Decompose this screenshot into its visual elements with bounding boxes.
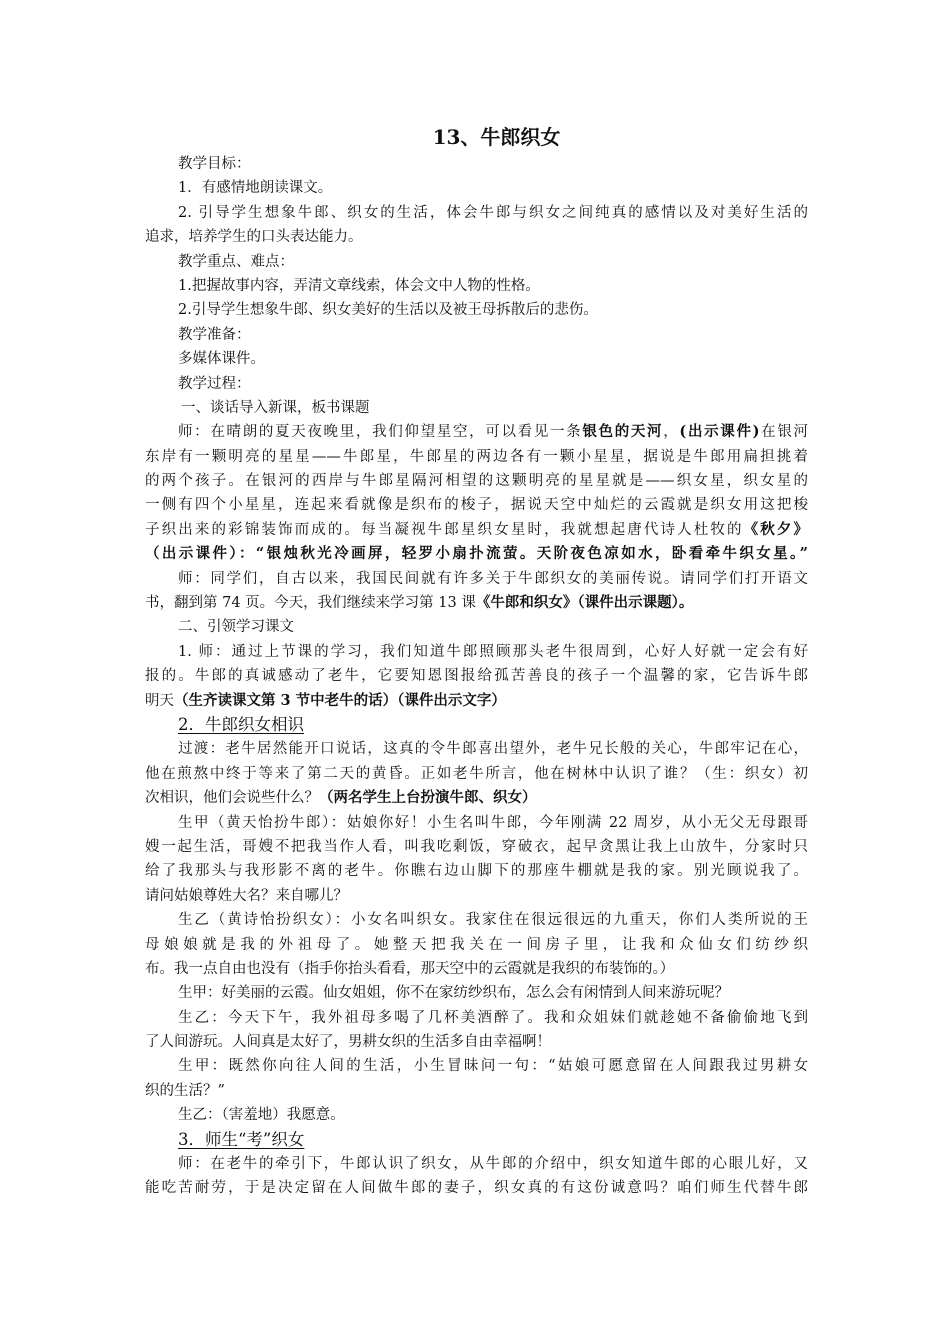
paragraph-9-line-1: 生甲：既然你向往人间的生活，小生冒昧问一句：“姑娘可愿意留在人间跟我过男耕女 xyxy=(178,1058,808,1075)
paragraph-3-line-1: 1. 师：通过上节课的学习，我们知道牛郎照顾那头老牛很周到，心好人好就一定会有好 xyxy=(178,643,808,660)
paragraph-8-line-1: 生乙：今天下午，我外祖母多喝了几杯美酒醉了。我和众姐妹们就趁她不备偷偷地飞到 xyxy=(178,1009,808,1026)
document-body xyxy=(145,122,808,1201)
process-heading: 教学过程： xyxy=(178,375,251,392)
objective-item-2-line-2: 追求，培养学生的口头表达能力。 xyxy=(145,229,363,246)
paragraph-1-line-5: 子织出来的彩锦装饰而成的。每当凝视牛郎星织女星时，我就想起唐代诗人杜牧的《秋夕》 xyxy=(145,520,808,538)
subsection-2-heading: 2．牛郎织女相识 xyxy=(178,714,304,734)
paragraph-5-line-4: 请问姑娘尊姓大名？来自哪儿？ xyxy=(145,887,348,904)
paragraph-9-line-2: 织的生活？” xyxy=(145,1082,225,1099)
paragraph-6-line-1: 生乙（黄诗怡扮织女）：小女名叫织女。我家住在很远很远的九重天，你们人类所说的王 xyxy=(178,912,808,929)
paragraph-10: 生乙：（害羞地）我愿意。 xyxy=(178,1107,345,1124)
objective-item-2-line-1: 2. 引导学生想象牛郎、织女的生活，体会牛郎与织女之间纯真的感情以及对美好生活的 xyxy=(178,204,808,221)
paragraph-3-line-2: 报的。牛郎的真诚感动了老牛，它要知恩图报给孤苦善良的孩子一个温馨的家，它告诉牛郎 xyxy=(145,668,808,685)
paragraph-6-line-3: 布。我一点自由也没有（指手你抬头看看，那天空中的云霞就是我织的布装饰的。） xyxy=(145,960,675,977)
paragraph-1-line-4: 一侧有四个小星星，连起来看就像是织布的梭子，据说天空中灿烂的云霞就是织女用这把梭 xyxy=(145,497,808,514)
paragraph-11-line-2: 能吃苦耐劳，于是决定留在人间做牛郎的妻子，织女真的有这份诚意吗？咱们师生代替牛郎 xyxy=(145,1180,808,1197)
keypoints-heading: 教学重点、难点： xyxy=(178,253,294,270)
preparation-heading: 教学准备： xyxy=(178,326,251,343)
objective-item-1: 1．有感情地朗读课文。 xyxy=(178,180,333,197)
keypoint-item-1: 1.把握故事内容，弄清文章线索，体会文中人物的性格。 xyxy=(178,277,540,294)
keypoint-item-2: 2.引导学生想象牛郎、织女美好的生活以及被王母拆散后的悲伤。 xyxy=(178,302,598,319)
paragraph-5-line-1: 生甲（黄天怡扮牛郎）：姑娘你好！小生名叫牛郎，今年刚满 22 周岁，从小无父无母跟哥 xyxy=(178,814,808,831)
preparation-item: 多媒体课件。 xyxy=(178,351,265,368)
paragraph-7: 生甲：好美丽的云霞。仙女姐姐，你不在家纺纱织布，怎么会有闲情到人间来游玩呢？ xyxy=(178,985,729,1002)
paragraph-4-line-2: 他在煎熬中终于等来了第二天的黄昏。正如老牛所言，他在树林中认识了谁？（生：织女）初 xyxy=(145,765,808,782)
paragraph-1-line-6: （出示课件）：“银烛秋光冷画屏，轻罗小扇扑流萤。天阶夜色凉如水，卧看牵牛织女星。” xyxy=(145,545,808,563)
paragraph-5-line-3: 给了我那头与我形影不离的老牛。你瞧右边山脚下的那座牛棚就是我的家。别光顾说我了。 xyxy=(145,863,808,880)
paragraph-1-line-1: 师：在晴朗的夏天夜晚里，我们仰望星空，可以看见一条银色的天河，(出示课件)在银河 xyxy=(178,423,808,441)
paragraph-4-line-1: 过渡：老牛居然能开口说话，这真的令牛郎喜出望外，老牛兄长般的关心，牛郎牢记在心， xyxy=(178,741,808,758)
subsection-3-heading: 3．师生“考”织女 xyxy=(178,1129,305,1149)
paragraph-5-line-2: 嫂一起生活，哥嫂不把我当作人看，叫我吃剩饭，穿破衣，起早贪黑让我上山放牛，分家时只 xyxy=(145,838,808,855)
objectives-heading: 教学目标： xyxy=(178,156,251,172)
paragraph-2-line-1: 师：同学们，自古以来，我国民间就有许多关于牛郎织女的美丽传说。请同学们打开语文 xyxy=(178,570,808,587)
page-title: 13、牛郎织女 xyxy=(432,125,561,149)
paragraph-11-line-1: 师：在老牛的牵引下，牛郎认识了织女，从牛郎的介绍中，织女知道牛郎的心眼儿好，又 xyxy=(178,1156,808,1173)
paragraph-1-line-3: 的两个孩子。在银河的西岸与牛郎星隔河相望的这颗明亮的星星就是——织女星，织女星的 xyxy=(145,473,808,490)
paragraph-3-line-3: 明天（生齐读课文第 3 节中老牛的话）（课件出示文字） xyxy=(145,691,506,709)
paragraph-6-line-2: 母娘娘就是我的外祖母了。她整天把我关在一间房子里，让我和众仙女们纺纱织 xyxy=(145,936,808,953)
paragraph-2-line-2: 书，翻到第 74 页。今天，我们继续来学习第 13 课《牛郎和织女》（课件出示课题）。 xyxy=(145,594,694,612)
section-2-heading: 二、引领学习课文 xyxy=(178,619,294,636)
paragraph-8-line-2: 了人间游玩。人间真是太好了，男耕女织的生活多自由幸福啊！ xyxy=(145,1034,551,1051)
paragraph-4-line-3: 次相识，他们会说些什么？（两名学生上台扮演牛郎、织女） xyxy=(145,789,537,807)
section-1-heading: 一、谈话导入新课，板书课题 xyxy=(181,399,370,416)
paragraph-1-line-2: 东岸有一颗明亮的星星——牛郎星，牛郎星的两边各有一颗小星星，据说是牛郎用扁担挑着 xyxy=(145,448,808,465)
